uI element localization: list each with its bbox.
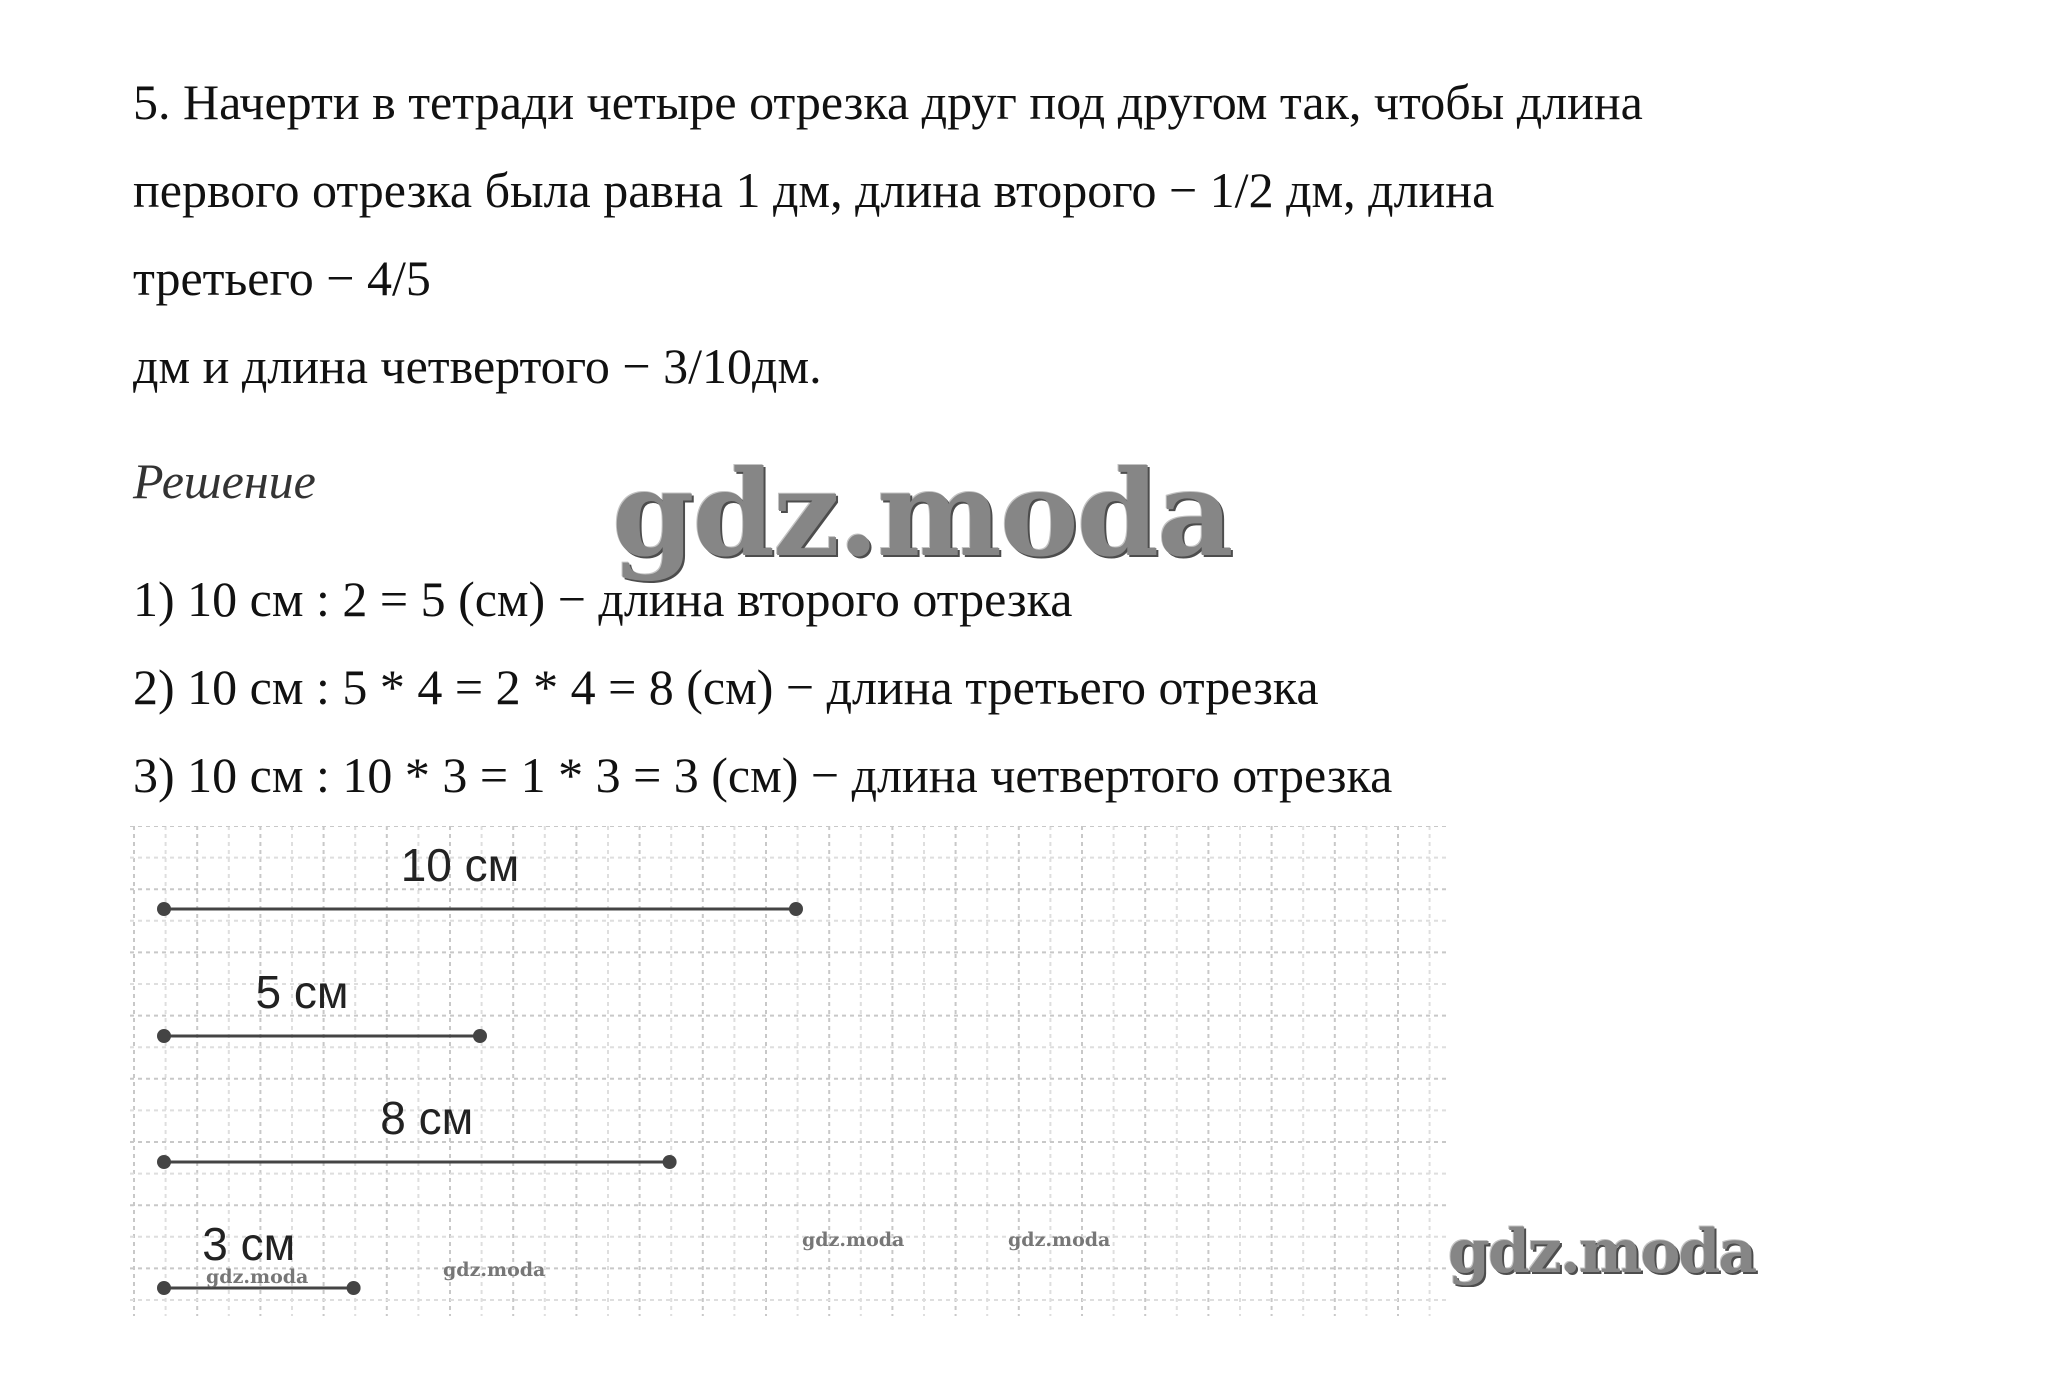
grid-paper: [130, 826, 1470, 1326]
segment-start-point: [157, 902, 171, 916]
segment-end-point: [663, 1155, 677, 1169]
segment-label: 10 см: [400, 839, 520, 891]
solution-step-2: 2) 10 см : 5 * 4 = 2 * 4 = 8 (см) − длина третьего отрезка: [133, 659, 1319, 715]
problem-line-1: 5. Начерти в тетради четыре отрезка друг под другом так, чтобы длина: [133, 74, 1643, 130]
solution-steps: [133, 555, 1392, 819]
solution-step-3: 3) 10 см : 10 * 3 = 1 * 3 = 3 (см) − длина четвертого отрезка: [133, 747, 1393, 803]
segment-start-point: [157, 1155, 171, 1169]
segment-start-point: [157, 1029, 171, 1043]
problem-statement: [133, 58, 1993, 410]
segment-label: 3 см: [202, 1218, 296, 1270]
segment-end-point: [789, 902, 803, 916]
segment-start-point: [157, 1281, 171, 1295]
watermark-logo-bottom: gdz.moda: [1448, 1217, 1756, 1287]
problem-line-4: дм и длина четвертого − 3/10дм.: [133, 338, 822, 394]
segments: [157, 839, 803, 1295]
watermark-small: gdz.moda: [443, 1259, 546, 1281]
segment-end-point: [347, 1281, 361, 1295]
problem-line-2: первого отрезка была равна 1 дм, длина второго − 1/2 дм, длина: [133, 162, 1495, 218]
segment-end-point: [473, 1029, 487, 1043]
grid-lines: [130, 826, 1450, 1316]
solution-title: Решение: [133, 453, 316, 509]
small-watermarks: [206, 1229, 1110, 1288]
segment-label: 8 см: [380, 1092, 474, 1144]
watermark-small: gdz.moda: [1008, 1229, 1111, 1251]
problem-line-3: третьего − 4/5: [133, 250, 431, 306]
segment-label: 5 см: [255, 966, 349, 1018]
solution-step-1: 1) 10 см : 2 = 5 (см) − длина второго отрезка: [133, 571, 1073, 627]
watermark-small: gdz.moda: [802, 1229, 905, 1251]
segment-drawing: [130, 826, 1470, 1331]
watermark-small: gdz.moda: [206, 1266, 309, 1288]
watermark-logo-top: gdz.moda: [612, 444, 1232, 583]
